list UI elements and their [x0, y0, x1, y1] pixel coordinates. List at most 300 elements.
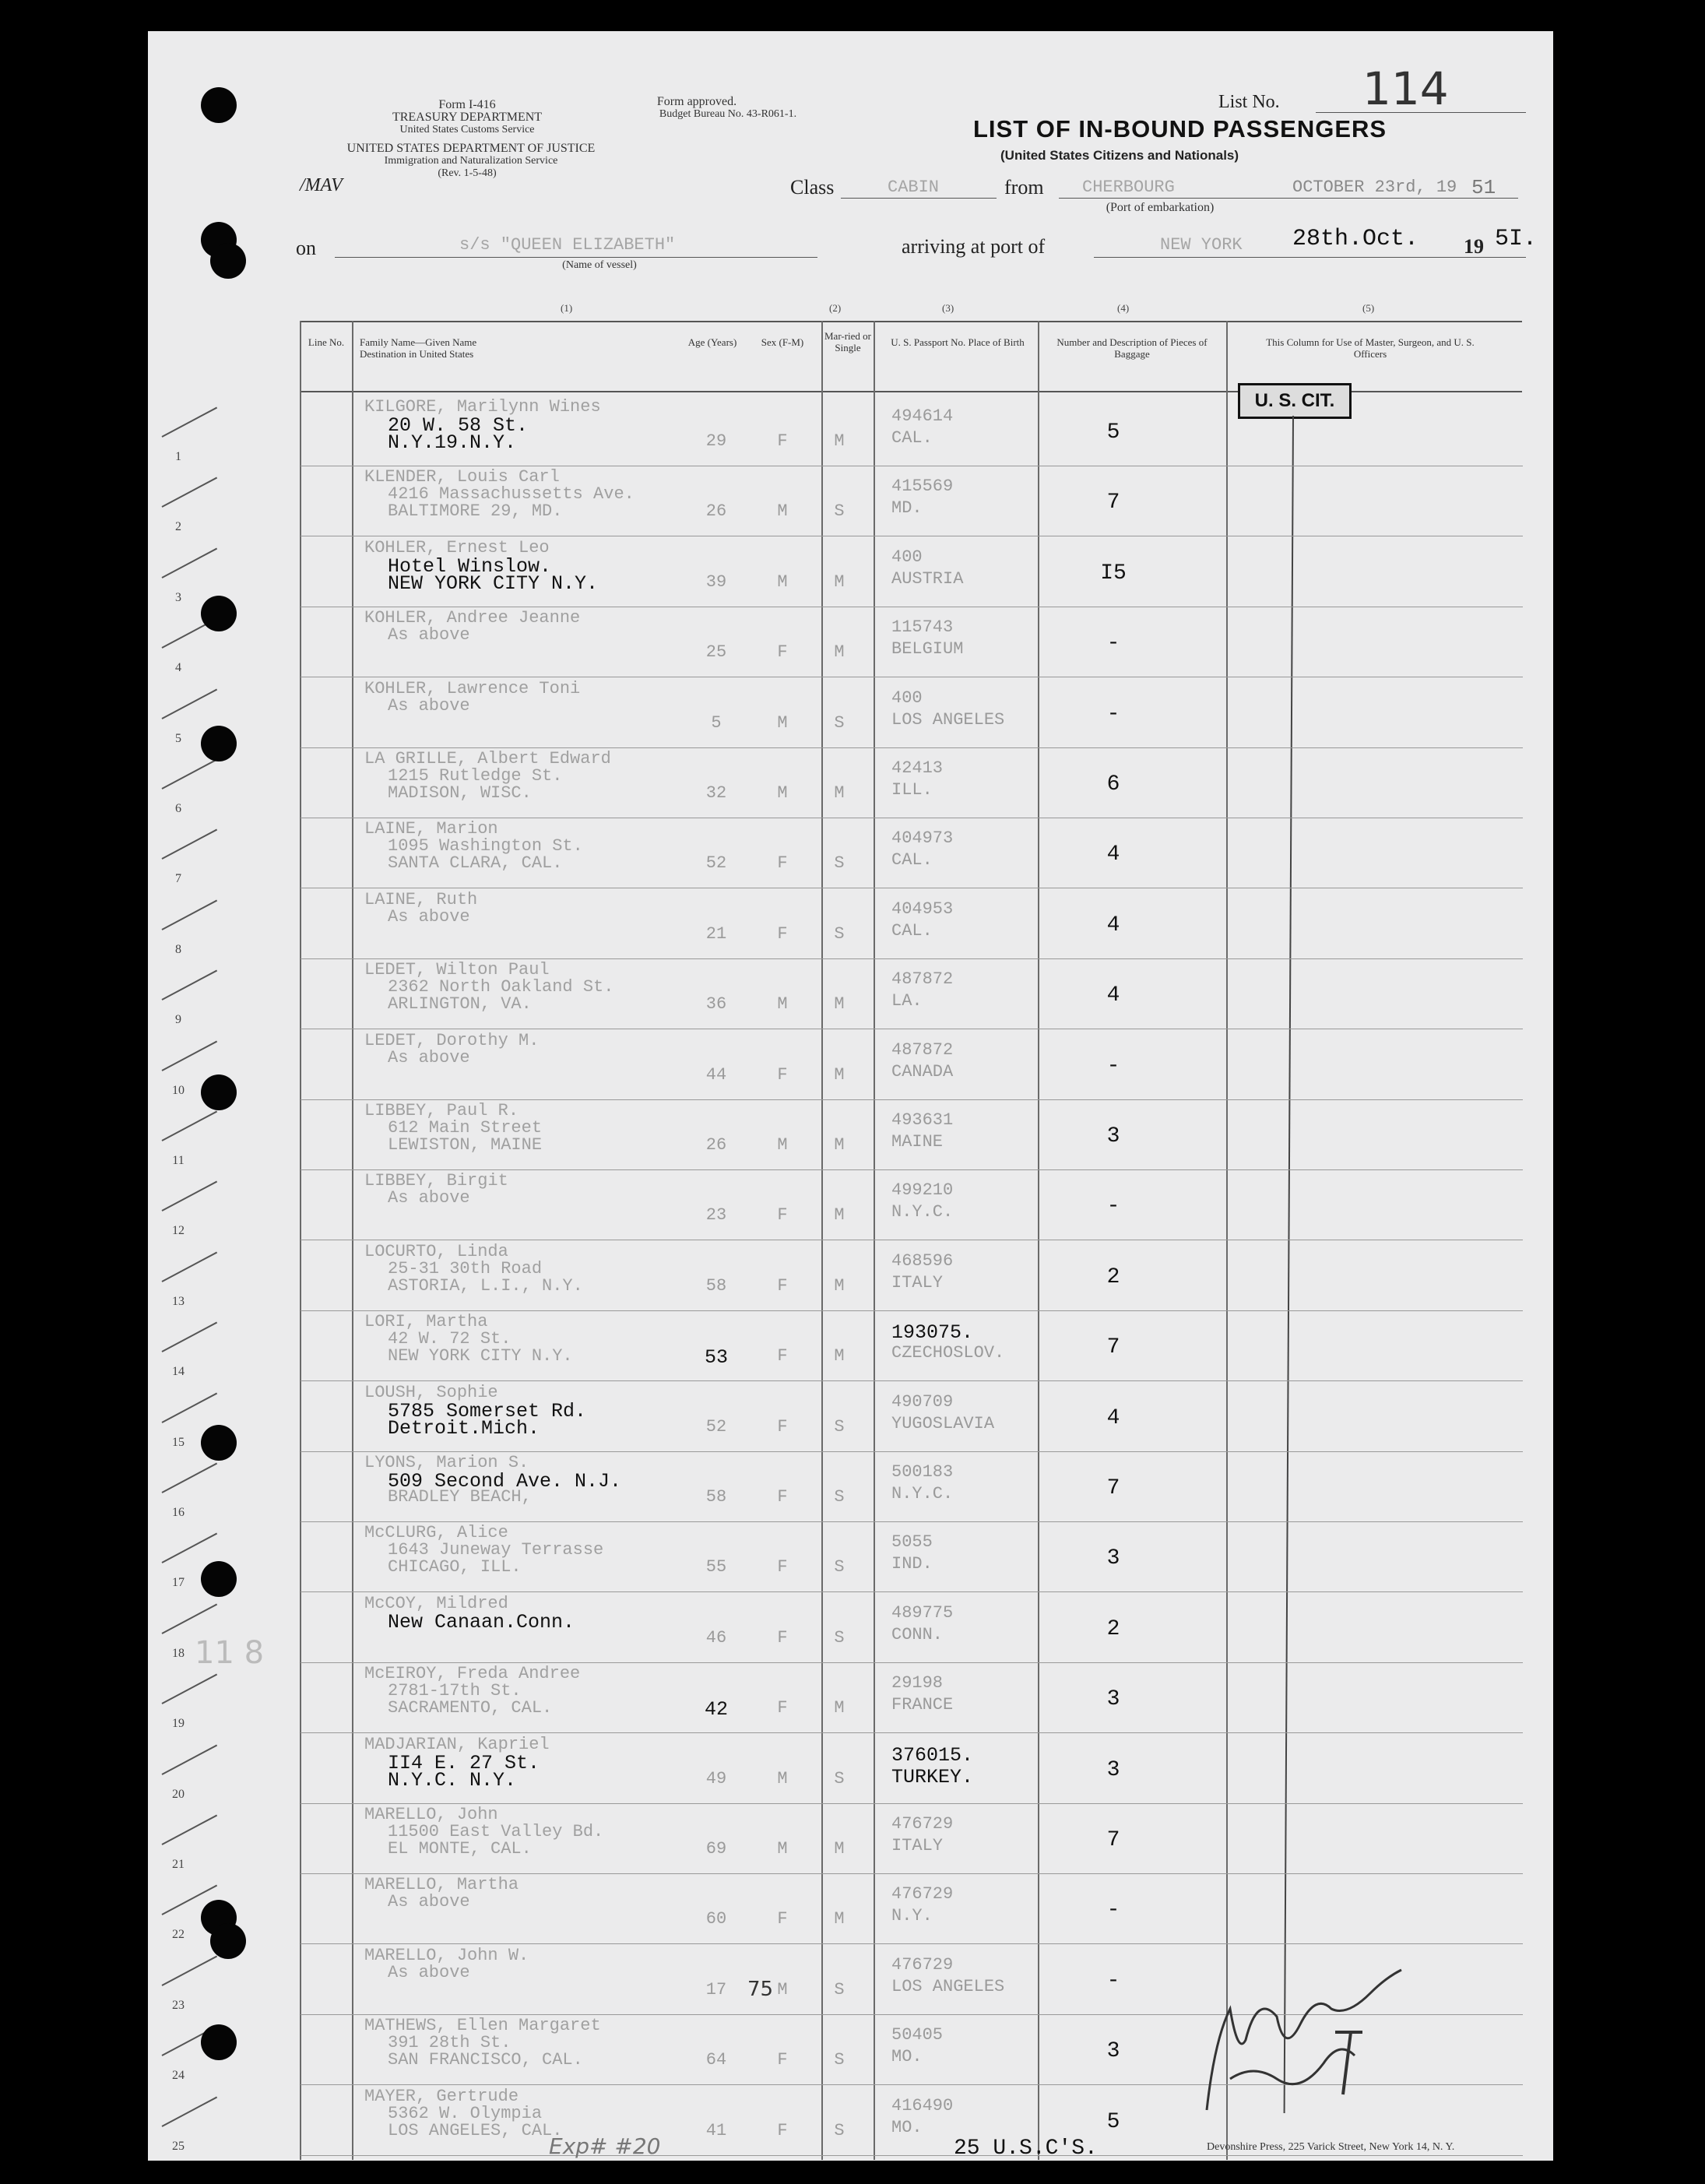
passenger-name: McEIROY, Freda Andree — [364, 1664, 581, 1684]
line-number: 21 — [172, 1858, 185, 1871]
row-rule — [301, 1591, 1523, 1592]
place-of-birth: FRANCE — [891, 1695, 954, 1715]
marital-status: M — [834, 1275, 845, 1296]
row-rule — [301, 1169, 1523, 1170]
arrival-year: 5I. — [1495, 226, 1538, 252]
passenger-age: 29 — [705, 431, 727, 451]
line-number: 2 — [175, 520, 181, 534]
passenger-sex: F — [777, 1909, 788, 1929]
passenger-age: 23 — [705, 1205, 727, 1226]
check-mark — [162, 1040, 218, 1071]
passenger-city: ASTORIA, L.I., N.Y. — [388, 1275, 583, 1296]
place-of-birth: IND. — [891, 1554, 933, 1574]
passenger-name: McCLURG, Alice — [364, 1523, 508, 1543]
place-of-birth: CONN. — [891, 1624, 944, 1644]
col-num-1: (1) — [561, 302, 573, 314]
line-number: 25 — [172, 2139, 185, 2153]
row-rule — [301, 1310, 1523, 1311]
passenger-name: MARELLO, Martha — [364, 1875, 519, 1895]
passenger-age: 39 — [705, 571, 727, 592]
place-of-birth: N.Y.C. — [891, 1202, 954, 1222]
passenger-name: LOCURTO, Linda — [364, 1241, 508, 1261]
passenger-age: 64 — [705, 2050, 727, 2070]
vessel-caption: (Name of vessel) — [562, 259, 637, 271]
passenger-name: LORI, Martha — [364, 1312, 488, 1332]
passenger-age: 26 — [705, 501, 727, 522]
col-header-sex: Sex (F-M) — [761, 336, 804, 348]
row-rule — [301, 1451, 1523, 1452]
passport-number: 416490 — [891, 2095, 954, 2115]
baggage-count: - — [1106, 1968, 1120, 1993]
passenger-name: LIBBEY, Paul R. — [364, 1101, 519, 1120]
passenger-sex: F — [777, 1487, 788, 1507]
table-row — [148, 1875, 1553, 1945]
place-of-birth: TURKEY. — [891, 1765, 974, 1788]
passenger-sex: F — [777, 1627, 788, 1648]
baggage-count: 5 — [1106, 420, 1120, 445]
line-number: 6 — [175, 802, 181, 815]
table-row — [148, 1031, 1553, 1101]
passenger-address: 2362 North Oakland St. — [388, 977, 614, 997]
col-header-line: Line No. — [308, 336, 345, 348]
check-mark — [162, 1322, 218, 1352]
binder-hole — [210, 1923, 246, 1959]
marital-status: M — [834, 1346, 845, 1366]
baggage-count: I5 — [1100, 561, 1127, 586]
passport-number: 115743 — [891, 617, 954, 638]
passenger-age: 58 — [705, 1275, 727, 1296]
passenger-city: SAN FRANCISCO, CAL. — [388, 2050, 583, 2070]
passenger-city: LEWISTON, MAINE — [388, 1135, 543, 1155]
baggage-count: 5 — [1106, 2109, 1120, 2134]
place-of-birth: AUSTRIA — [891, 568, 964, 589]
passenger-address: 20 W. 58 St. — [388, 414, 529, 437]
table-row — [148, 1523, 1553, 1593]
passenger-age: 32 — [705, 783, 727, 803]
place-of-birth: LA. — [891, 991, 923, 1011]
passenger-address: 5785 Somerset Rd. — [388, 1399, 587, 1423]
passenger-sex: F — [777, 2050, 788, 2070]
passenger-address: 42 W. 72 St. — [388, 1329, 512, 1349]
passenger-sex: F — [777, 1275, 788, 1296]
from-label: from — [1004, 176, 1044, 199]
passenger-age: 49 — [705, 1768, 727, 1788]
passenger-address: 5362 W. Olympia — [388, 2103, 543, 2123]
place-of-birth: ITALY — [891, 1272, 944, 1292]
table-row — [148, 749, 1553, 819]
row-rule — [301, 1732, 1523, 1733]
passport-number: 376015. — [891, 1743, 974, 1767]
passenger-age: 58 — [705, 1487, 727, 1507]
passenger-name: MARELLO, John W. — [364, 1945, 529, 1965]
passport-number: 468596 — [891, 1250, 954, 1271]
passenger-name: MADJARIAN, Kapriel — [364, 1734, 550, 1754]
passenger-city: EL MONTE, CAL. — [388, 1839, 532, 1859]
baggage-count: 6 — [1106, 772, 1120, 797]
marital-status: S — [834, 1487, 845, 1507]
line-number: 22 — [172, 1928, 185, 1942]
passenger-sex: F — [777, 1064, 788, 1085]
line-number: 20 — [172, 1787, 185, 1801]
line-number: 9 — [175, 1013, 181, 1027]
marital-status: M — [834, 1839, 845, 1859]
passenger-name: LYONS, Marion S. — [364, 1453, 529, 1472]
passport-number: 5055 — [891, 1532, 933, 1553]
passenger-city: BRADLEY BEACH, — [388, 1487, 532, 1507]
table-row — [148, 1101, 1553, 1171]
baggage-count: 7 — [1106, 1828, 1120, 1852]
line-number: 18 — [172, 1646, 185, 1660]
passenger-address: 11500 East Valley Bd. — [388, 1822, 604, 1841]
arrival-date: 28th.Oct. — [1292, 226, 1419, 252]
marital-status: S — [834, 501, 845, 522]
baggage-count: 7 — [1106, 491, 1120, 515]
passport-number: 490709 — [891, 1391, 954, 1412]
passenger-name: LAINE, Ruth — [364, 889, 478, 909]
vessel-line — [335, 257, 817, 258]
on-label: on — [296, 237, 316, 259]
passenger-sex: M — [777, 1135, 788, 1155]
arrival-line — [1094, 257, 1526, 258]
passenger-address: 509 Second Ave. N.J. — [388, 1470, 622, 1493]
marital-status: S — [834, 712, 845, 733]
passenger-sex: F — [777, 431, 788, 451]
table-top-border — [300, 321, 1522, 322]
passenger-city: ARLINGTON, VA. — [388, 994, 532, 1015]
passport-number: 476729 — [891, 1954, 954, 1975]
passenger-sex: F — [777, 642, 788, 663]
passenger-sex: F — [777, 1205, 788, 1226]
passenger-name: LOUSH, Sophie — [364, 1382, 498, 1402]
passport-number: 404973 — [891, 828, 954, 849]
justice-label: UNITED STATES DEPARTMENT OF JUSTICE — [346, 142, 596, 155]
binder-hole — [201, 2024, 237, 2060]
class-line — [841, 198, 997, 199]
col-header-passport: U. S. Passport No. Place of Birth — [891, 336, 1025, 348]
hand-note: Exp# #20 — [549, 2133, 661, 2159]
place-of-birth: N.Y. — [891, 1906, 933, 1926]
class-label: Class — [790, 176, 835, 199]
passenger-name: MARELLO, John — [364, 1805, 498, 1824]
customs-label: United States Customs Service — [399, 124, 535, 135]
place-of-birth: N.Y.C. — [891, 1484, 954, 1503]
marital-status: S — [834, 1627, 845, 1648]
passport-number: 494614 — [891, 406, 954, 426]
place-of-birth: CZECHOSLOV. — [891, 1343, 1005, 1363]
binder-hole — [210, 243, 246, 279]
passenger-name: KLENDER, Louis Carl — [364, 467, 560, 487]
passenger-address: 1095 Washington St. — [388, 836, 583, 856]
page-title: LIST OF IN-BOUND PASSENGERS — [973, 115, 1387, 142]
place-of-birth: LOS ANGELES — [891, 709, 1005, 730]
us-cit-stamp: U. S. CIT. — [1238, 383, 1352, 419]
marital-status: M — [834, 431, 845, 451]
baggage-count: 4 — [1106, 913, 1120, 937]
passenger-address: As above — [388, 906, 470, 927]
passenger-sex: M — [777, 1768, 788, 1788]
passenger-sex: F — [777, 1416, 788, 1437]
marital-status: M — [834, 642, 845, 663]
place-of-birth: CAL. — [891, 920, 933, 941]
port-embark-caption: (Port of embarkation) — [1106, 201, 1215, 214]
passenger-age: 53 — [704, 1346, 728, 1370]
passport-number: 489775 — [891, 1602, 954, 1623]
check-mark — [162, 477, 218, 508]
marital-status: S — [834, 923, 845, 944]
baggage-count: 7 — [1106, 1335, 1120, 1360]
passenger-address: 2781-17th St. — [388, 1681, 522, 1701]
line-number: 5 — [175, 731, 181, 745]
table-row — [148, 1594, 1553, 1664]
passenger-city: SANTA CLARA, CAL. — [388, 853, 563, 874]
row-rule — [301, 1521, 1523, 1522]
passenger-city: N.Y.19.N.Y. — [388, 431, 517, 454]
approved-label: Form approved. — [656, 95, 737, 108]
line-number: 17 — [172, 1576, 185, 1590]
line-number: 8 — [175, 942, 181, 956]
col-num-3: (3) — [942, 302, 954, 314]
passenger-name: KOHLER, Andree Jeanne — [364, 608, 581, 628]
passenger-age: 69 — [705, 1839, 727, 1859]
initials-mark: /MAV — [300, 175, 343, 195]
passenger-address: As above — [388, 695, 470, 716]
baggage-count: 7 — [1106, 1476, 1120, 1500]
passport-number: 400 — [891, 688, 923, 708]
line-number: 23 — [172, 1998, 185, 2012]
baggage-count: 2 — [1106, 1264, 1120, 1289]
col-num-5: (5) — [1362, 302, 1375, 314]
passenger-age: 17 — [705, 1979, 727, 1999]
row-rule — [301, 1099, 1523, 1100]
binder-hole — [201, 1561, 237, 1597]
marital-status: S — [834, 1979, 845, 1999]
passenger-sex: M — [777, 1979, 788, 1999]
table-row — [148, 960, 1553, 1030]
check-mark — [162, 829, 218, 860]
marital-status: S — [834, 2050, 845, 2070]
check-mark — [162, 407, 218, 438]
marital-status: M — [834, 1205, 845, 1226]
passenger-name: MAYER, Gertrude — [364, 2086, 519, 2106]
baggage-count: 2 — [1106, 1616, 1120, 1641]
passport-number: 42413 — [891, 758, 944, 778]
passenger-age: 60 — [705, 1909, 727, 1929]
class-value: CABIN — [888, 178, 940, 197]
passenger-city: BALTIMORE 29, MD. — [388, 501, 563, 522]
binder-hole — [201, 596, 237, 631]
passenger-sex: M — [777, 783, 788, 803]
baggage-count: - — [1106, 1898, 1120, 1923]
total-label: 25 U.S.C'S. — [954, 2137, 1098, 2161]
table-row — [148, 1453, 1553, 1523]
table-row — [148, 890, 1553, 960]
passenger-address: As above — [388, 1962, 470, 1982]
marital-status: M — [834, 1909, 845, 1929]
col-header-baggage: Number and Description of Pieces of Baggage — [1056, 336, 1208, 360]
check-mark — [162, 759, 218, 790]
baggage-count: - — [1106, 1194, 1120, 1219]
passenger-age: 52 — [705, 853, 727, 874]
col-header-married: Mar-ried or Single — [824, 330, 872, 353]
ins-label: Immigration and Naturalization Service — [384, 155, 558, 167]
marital-status: M — [834, 1135, 845, 1155]
passenger-name: KOHLER, Lawrence Toni — [364, 678, 581, 698]
passenger-sex: F — [777, 1346, 788, 1366]
passport-number: 476729 — [891, 1814, 954, 1834]
place-of-birth: BELGIUM — [891, 639, 964, 659]
line-number: 3 — [175, 590, 181, 604]
officer-signature — [1183, 1947, 1417, 2133]
row-rule — [301, 1803, 1523, 1804]
baggage-count: 3 — [1106, 1124, 1120, 1148]
passport-number: 400 — [891, 547, 923, 567]
arriving-label: arriving at port of — [902, 235, 1046, 258]
marital-status: S — [834, 853, 845, 874]
passenger-sex: M — [777, 571, 788, 592]
line-number: 11 — [172, 1154, 185, 1167]
page-subtitle: (United States Citizens and Nationals) — [1000, 148, 1239, 163]
passenger-address: 1643 Juneway Terrasse — [388, 1540, 604, 1560]
baggage-count: - — [1106, 631, 1120, 656]
passenger-sex: M — [777, 1839, 788, 1859]
check-mark — [162, 970, 218, 1001]
check-mark — [162, 1463, 218, 1493]
passenger-age: 5 — [711, 712, 722, 733]
passenger-address: 1215 Rutledge St. — [388, 766, 563, 786]
marital-status: M — [834, 1698, 845, 1718]
place-of-birth: CAL. — [891, 428, 933, 448]
row-rule — [301, 1943, 1523, 1944]
passport-number: 493631 — [891, 1110, 954, 1130]
rev-label: (Rev. 1-5-48) — [438, 167, 497, 179]
passport-number: 29198 — [891, 1673, 944, 1693]
baggage-count: 4 — [1106, 842, 1120, 867]
passenger-address: New Canaan.Conn. — [388, 1610, 575, 1634]
place-of-birth: YUGOSLAVIA — [891, 1413, 995, 1433]
passenger-age: 55 — [705, 1557, 727, 1577]
table-row — [148, 1664, 1553, 1734]
from-port: CHERBOURG — [1082, 178, 1175, 197]
line-number: 13 — [172, 1294, 185, 1308]
passenger-name: McCOY, Mildred — [364, 1593, 508, 1613]
passenger-city: LOS ANGELES, CAL. — [388, 2120, 563, 2140]
table-row — [148, 467, 1553, 537]
passport-number: 487872 — [891, 1039, 954, 1060]
check-mark — [162, 688, 218, 719]
check-mark — [162, 1744, 218, 1774]
place-of-birth: MD. — [891, 498, 923, 519]
row-rule — [301, 1873, 1523, 1874]
passenger-sex: F — [777, 853, 788, 874]
check-mark — [162, 1181, 218, 1212]
from-date: OCTOBER 23rd, 19 — [1292, 178, 1457, 197]
row-rule — [301, 2155, 1523, 2156]
row-rule — [301, 1662, 1523, 1663]
binder-hole — [201, 1425, 237, 1461]
check-mark — [162, 899, 218, 930]
passport-number: 500183 — [891, 1462, 954, 1482]
table-row — [148, 1805, 1553, 1875]
passenger-address: Hotel Winslow. — [388, 554, 552, 578]
col-header-officers: This Column for Use of Master, Surgeon, and U. S. Officers — [1266, 336, 1475, 360]
passenger-city: MADISON, WISC. — [388, 783, 532, 803]
passenger-city: NEW YORK CITY N.Y. — [388, 571, 599, 595]
table-row — [148, 397, 1553, 467]
table-row — [148, 819, 1553, 889]
treasury-label: TREASURY DEPARTMENT — [392, 111, 543, 124]
passenger-address: As above — [388, 625, 470, 645]
passenger-sex: F — [777, 1557, 788, 1577]
passenger-address: As above — [388, 1047, 470, 1067]
passenger-address: 25-31 30th Road — [388, 1258, 543, 1278]
line-number: 1 — [175, 450, 181, 463]
marital-status: M — [834, 571, 845, 592]
passenger-age: 46 — [705, 1627, 727, 1648]
passenger-name: KOHLER, Ernest Leo — [364, 537, 550, 557]
passenger-age: 25 — [705, 642, 727, 663]
passenger-sex: M — [777, 501, 788, 522]
passenger-city: N.Y.C. N.Y. — [388, 1768, 517, 1792]
passport-number: 404953 — [891, 899, 954, 919]
passenger-city: Detroit.Mich. — [388, 1416, 540, 1440]
check-mark — [162, 1392, 218, 1423]
row-rule — [301, 958, 1523, 959]
margin-age: 75 — [747, 1978, 774, 2001]
table-row — [148, 679, 1553, 749]
passenger-sex: F — [777, 2120, 788, 2140]
place-of-birth: LOS ANGELES — [891, 1976, 1005, 1996]
passenger-city: NEW YORK CITY N.Y. — [388, 1346, 573, 1366]
passenger-sex: F — [777, 1698, 788, 1718]
baggage-count: 3 — [1106, 1687, 1120, 1712]
marital-status: M — [834, 1064, 845, 1085]
line-number: 19 — [172, 1717, 185, 1731]
baggage-count: 3 — [1106, 1757, 1120, 1782]
passenger-address: 4216 Massachussetts Ave. — [388, 484, 635, 505]
passenger-address: As above — [388, 1188, 470, 1208]
table-row — [148, 1171, 1553, 1241]
row-rule — [301, 747, 1523, 748]
check-mark — [162, 1603, 218, 1634]
passenger-sex: M — [777, 712, 788, 733]
table-row — [148, 538, 1553, 608]
passenger-age: 42 — [704, 1698, 728, 1722]
marital-status: S — [834, 1557, 845, 1577]
baggage-count: 3 — [1106, 2039, 1120, 2064]
arrival-19: 19 — [1464, 235, 1484, 258]
check-mark — [162, 547, 218, 578]
table-row — [148, 608, 1553, 678]
passenger-address: 391 28th St. — [388, 2033, 512, 2053]
col-num-4: (4) — [1117, 302, 1130, 314]
table-row — [148, 1383, 1553, 1453]
passenger-name: LA GRILLE, Albert Edward — [364, 749, 611, 768]
passenger-name: MATHEWS, Ellen Margaret — [364, 2016, 601, 2036]
side-mark: 11 8 — [195, 1635, 265, 1671]
budget-label: Budget Bureau No. 43-R061-1. — [659, 108, 797, 120]
marital-status: M — [834, 783, 845, 803]
passenger-age: 44 — [705, 1064, 727, 1085]
passenger-city: CHICAGO, ILL. — [388, 1557, 522, 1577]
passenger-address: As above — [388, 1892, 470, 1912]
line-number: 15 — [172, 1435, 185, 1449]
list-no-label: List No. — [1218, 92, 1280, 112]
marital-status: M — [834, 994, 845, 1015]
passenger-age: 21 — [705, 923, 727, 944]
vessel-name: s/s "QUEEN ELIZABETH" — [459, 235, 676, 255]
line-number: 12 — [172, 1224, 185, 1238]
marital-status: S — [834, 1416, 845, 1437]
